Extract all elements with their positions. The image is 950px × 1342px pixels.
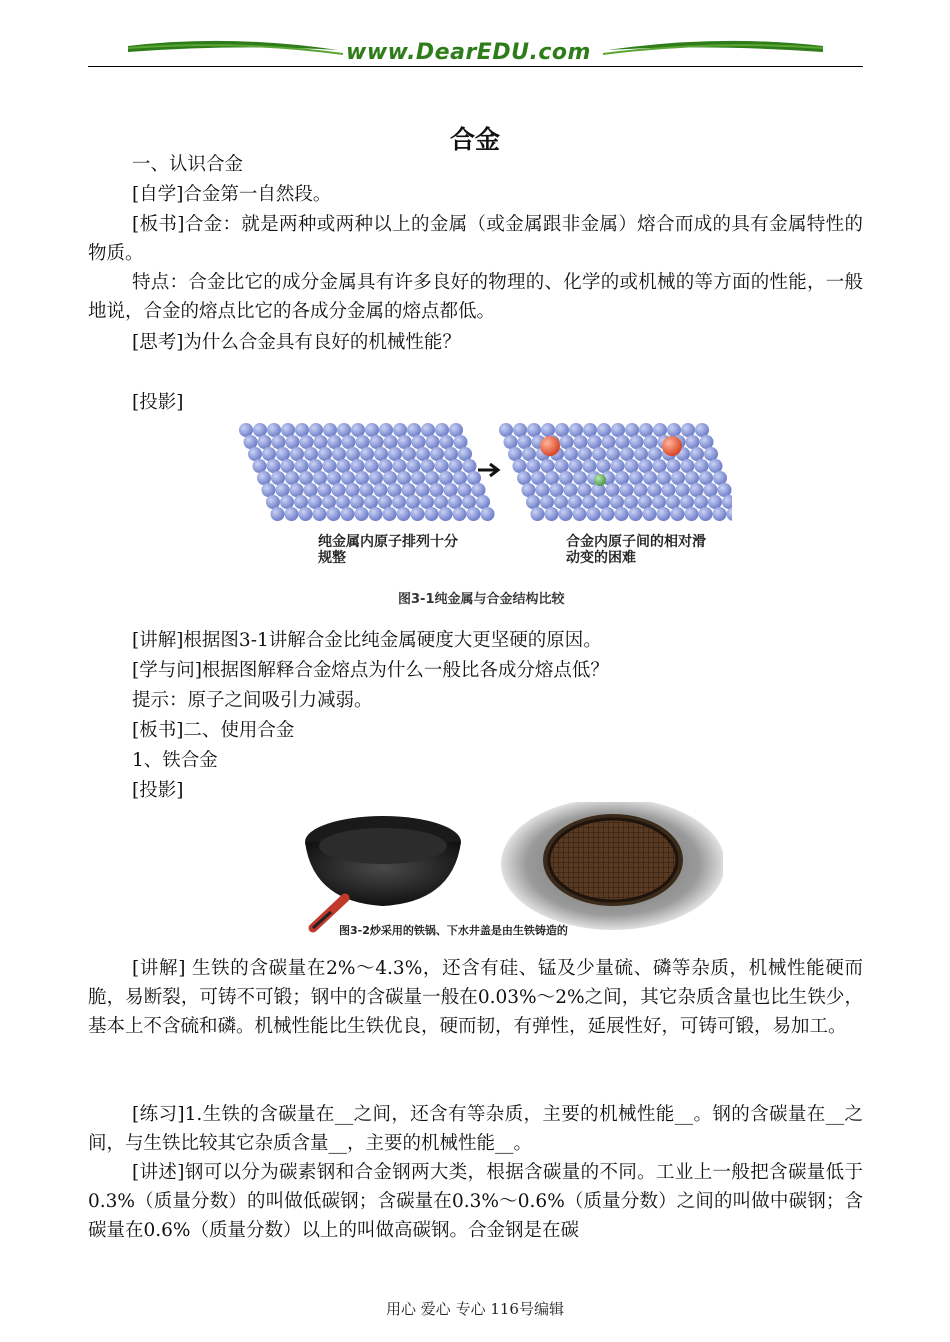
paragraph: [讲解]根据图3-1讲解合金比纯金属硬度大更坚硬的原因。 [132,630,602,651]
atom [638,495,652,509]
atom [695,423,709,437]
figure-atom-structure [238,418,732,610]
atom [574,435,588,449]
atom [568,495,582,509]
paragraph: 提示：原子之间吸引力减弱。 [132,690,373,711]
atom [337,459,351,473]
atom [253,423,267,437]
atom [356,435,370,449]
atom [351,459,365,473]
atom [522,483,536,497]
atom [295,423,309,437]
atom [318,483,332,497]
atom [281,459,295,473]
atom [587,507,601,521]
atom [606,483,620,497]
atom [374,447,388,461]
paragraph: 特点：合金比它的成分金属具有许多良好的物理的、化学的或机械的等方面的性能，一般地说，合金的熔点比它的各成分金属的熔点都低。 [88,272,863,322]
atom [341,471,355,485]
atom [267,423,281,437]
alloy-atom [662,436,682,456]
atom [435,459,449,473]
atom [648,447,662,461]
paragraph: [学与问]根据图解释合金熔点为什么一般比各成分熔点低？ [132,660,609,681]
section-heading-2: [板书]二、使用合金 [132,720,295,741]
arrow-icon [478,464,498,476]
atom [559,471,573,485]
atom [620,483,634,497]
atom [304,447,318,461]
atom [690,447,704,461]
atom [527,423,541,437]
atom [708,495,722,509]
atom [527,459,541,473]
atom [271,471,285,485]
atom [411,507,425,521]
atom [597,459,611,473]
atom [467,507,481,521]
atom [327,471,341,485]
atom [253,459,267,473]
atom [676,483,690,497]
atom [290,483,304,497]
atom [337,423,351,437]
atom [630,435,644,449]
atom [667,423,681,437]
atom [290,447,304,461]
atom [294,495,308,509]
atom [629,471,643,485]
atom [393,459,407,473]
atom [616,435,630,449]
wok-and-manhole-image [283,802,723,940]
atom [513,423,527,437]
atom [244,435,258,449]
atom [285,471,299,485]
atom [643,471,657,485]
paragraph: [讲述]钢可以分为碳素钢和合金钢两大类，根据含碳量的不同。工业上一般把含碳量低于0.3%（质量分数）的叫做低碳钢；含碳量在0.3%～0.6%（质量分数）之间的叫做中碳钢；含碳量在0.6%（质量分数）以上的叫做高碳钢。合金钢是在碳 [88,1162,863,1241]
atom [611,459,625,473]
atom [341,507,355,521]
atom [379,423,393,437]
atom [597,423,611,437]
atom [458,447,472,461]
atom [299,471,313,485]
atom [435,423,449,437]
atom [569,459,583,473]
atom [545,507,559,521]
atom [610,495,624,509]
atom [393,423,407,437]
atom [336,495,350,509]
atom [262,483,276,497]
figure-caption: 图3-2炒采用的铁锅、下水井盖是由生铁铸造的 [339,924,568,937]
atom [421,459,435,473]
atom [426,435,440,449]
atom [346,447,360,461]
atom [588,435,602,449]
atom [248,447,262,461]
atom [402,447,416,461]
figure-iron-products [283,802,723,940]
atom [453,471,467,485]
atom [430,447,444,461]
atom [685,471,699,485]
atom [704,447,718,461]
atom [454,435,468,449]
atom [383,471,397,485]
paragraph: [板书]合金：就是两种或两种以上的金属（或金属跟非金属）熔合而成的具有金属特性的物质。 [88,214,863,264]
atom [554,495,568,509]
atom [681,423,695,437]
atom [304,483,318,497]
atom [713,507,727,521]
exercise-paragraph: [练习]1.生铁的含碳量在__之间，还含有等杂质，主要的机械性能__。钢的含碳量在__之间，与生铁比较其它杂质含量__，主要的机械性能__。 [88,1104,863,1154]
atom [392,495,406,509]
atom [686,435,700,449]
atom [342,435,356,449]
atom [444,447,458,461]
atom [239,423,253,437]
atom [662,483,676,497]
atom [327,507,341,521]
paragraph: [讲解] 生铁的含碳量在2%～4.3%，还含有硅、锰及少量硫、磷等杂质，机械性能硬而脆，易断裂，可铸不可锻；钢中的含碳量一般在0.03%～2%之间，其它杂质含量也比生铁少，基本上不含硫和磷。机械性能比生铁优良，硬而韧，有弹性，延展性好，可铸可锻，易加工。 [88,958,863,1037]
atom [522,447,536,461]
atom [518,435,532,449]
atom [722,495,732,509]
page-title: 合金 [449,125,500,154]
atom [690,483,704,497]
atom [351,423,365,437]
atom [592,447,606,461]
atom [262,447,276,461]
atom [564,483,578,497]
atom [402,483,416,497]
atom [355,507,369,521]
atom [407,423,421,437]
atom [420,495,434,509]
atom [615,471,629,485]
atom [350,495,364,509]
atom [355,471,369,485]
atom [634,447,648,461]
atom [449,459,463,473]
atom [639,423,653,437]
atom [569,423,583,437]
atom [699,507,713,521]
atom [555,459,569,473]
atom [397,507,411,521]
figure-caption: 图3-1纯金属与合金结构比较 [398,592,565,607]
atom [611,423,625,437]
atom [620,447,634,461]
atom [573,471,587,485]
atom [323,423,337,437]
atom [416,447,430,461]
atom [364,495,378,509]
atom [671,471,685,485]
atom [430,483,444,497]
atom [644,435,658,449]
atom [257,471,271,485]
atom [685,507,699,521]
atom [276,447,290,461]
atom [416,483,430,497]
header-banner [88,30,863,70]
atom [718,483,732,497]
atom [258,435,272,449]
atom [313,507,327,521]
atom [596,495,610,509]
site-name[interactable]: www.DearEDU.com [346,40,591,65]
atom [370,435,384,449]
atom [365,423,379,437]
atom [573,507,587,521]
atom [653,423,667,437]
atom [276,483,290,497]
atom [578,447,592,461]
paragraph: [思考]为什么合金具有良好的机械性能？ [132,332,461,353]
atom [309,423,323,437]
atom [681,459,695,473]
atom [648,483,662,497]
atom [314,435,328,449]
atom [536,483,550,497]
atom [652,495,666,509]
atom [727,507,733,521]
atom [411,471,425,485]
atom [713,471,727,485]
alloy-atom [594,474,606,486]
atom [601,507,615,521]
atom [280,495,294,509]
atom-lattice-image [238,418,732,610]
atom [453,507,467,521]
atom [704,483,718,497]
atom [508,447,522,461]
atom [365,459,379,473]
atom [643,507,657,521]
atom [540,495,554,509]
atom [397,471,411,485]
atom [545,471,559,485]
atom [449,423,463,437]
paragraph: [投影] [132,780,184,801]
atom [560,435,574,449]
alloy-atom [540,436,560,456]
atom [384,435,398,449]
figure-label-pure-metal: 纯金属内原子排列十分规整 [318,534,458,566]
atom [383,507,397,521]
atom [694,495,708,509]
atom [629,507,643,521]
atom [322,495,336,509]
atom [541,423,555,437]
atom [699,471,713,485]
atom [709,459,723,473]
atom [439,507,453,521]
atom [583,423,597,437]
atom [657,507,671,521]
atom [421,423,435,437]
atom [513,459,527,473]
atom [639,459,653,473]
atom [634,483,648,497]
atom [271,507,285,521]
atom [281,423,295,437]
atom [462,495,476,509]
atom [300,435,314,449]
atom [666,495,680,509]
atom [434,495,448,509]
atom [555,423,569,437]
atom [439,471,453,485]
atom [388,483,402,497]
atom [467,471,481,485]
atom [323,459,337,473]
atom [458,483,472,497]
atom [504,435,518,449]
atom [266,495,280,509]
atom [550,483,564,497]
atom [625,423,639,437]
atom [671,507,685,521]
atom [481,507,495,521]
atom [407,459,421,473]
atom [583,459,597,473]
atom [360,483,374,497]
atom [578,483,592,497]
atom [425,507,439,521]
atom [272,435,286,449]
atom [398,435,412,449]
atom [318,447,332,461]
atom [615,507,629,521]
atom [346,483,360,497]
atom [440,435,454,449]
figure-label-alloy: 合金内原子间的相对滑动变的困难 [566,534,706,566]
atom [531,507,545,521]
atom [564,447,578,461]
atom [285,507,299,521]
atom [286,435,300,449]
paragraph: 1、铁合金 [132,750,218,771]
atom [541,459,555,473]
atom [602,435,616,449]
atom [448,495,462,509]
atom [378,495,392,509]
atom [582,495,596,509]
atom [299,507,313,521]
atom [472,483,486,497]
atom [625,459,639,473]
atom [657,471,671,485]
atom [653,459,667,473]
atom [388,447,402,461]
atom [667,459,681,473]
atom [369,507,383,521]
atom [680,495,694,509]
atom [499,423,513,437]
atom [328,435,342,449]
atom [444,483,458,497]
atom [313,471,327,485]
atom [379,459,393,473]
atom [517,471,531,485]
atom [360,447,374,461]
atom [332,483,346,497]
atom [606,447,620,461]
paragraph: [投影] [132,392,184,413]
atom [695,459,709,473]
atom [308,495,322,509]
atom [559,507,573,521]
atom [463,459,477,473]
atom [406,495,420,509]
atom [295,459,309,473]
atom [369,471,383,485]
atom [624,495,638,509]
atom [700,435,714,449]
atom [332,447,346,461]
atom [425,471,439,485]
atom [526,495,540,509]
atom [476,495,490,509]
header-rule [88,66,863,67]
atom [267,459,281,473]
atom [309,459,323,473]
paragraph: [自学]合金第一自然段。 [132,184,332,205]
atom [412,435,426,449]
atom [374,483,388,497]
page-footer: 用心 爱心 专心 116号编辑 [386,1300,564,1318]
atom [531,471,545,485]
section-heading-1: 一、认识合金 [132,154,244,175]
